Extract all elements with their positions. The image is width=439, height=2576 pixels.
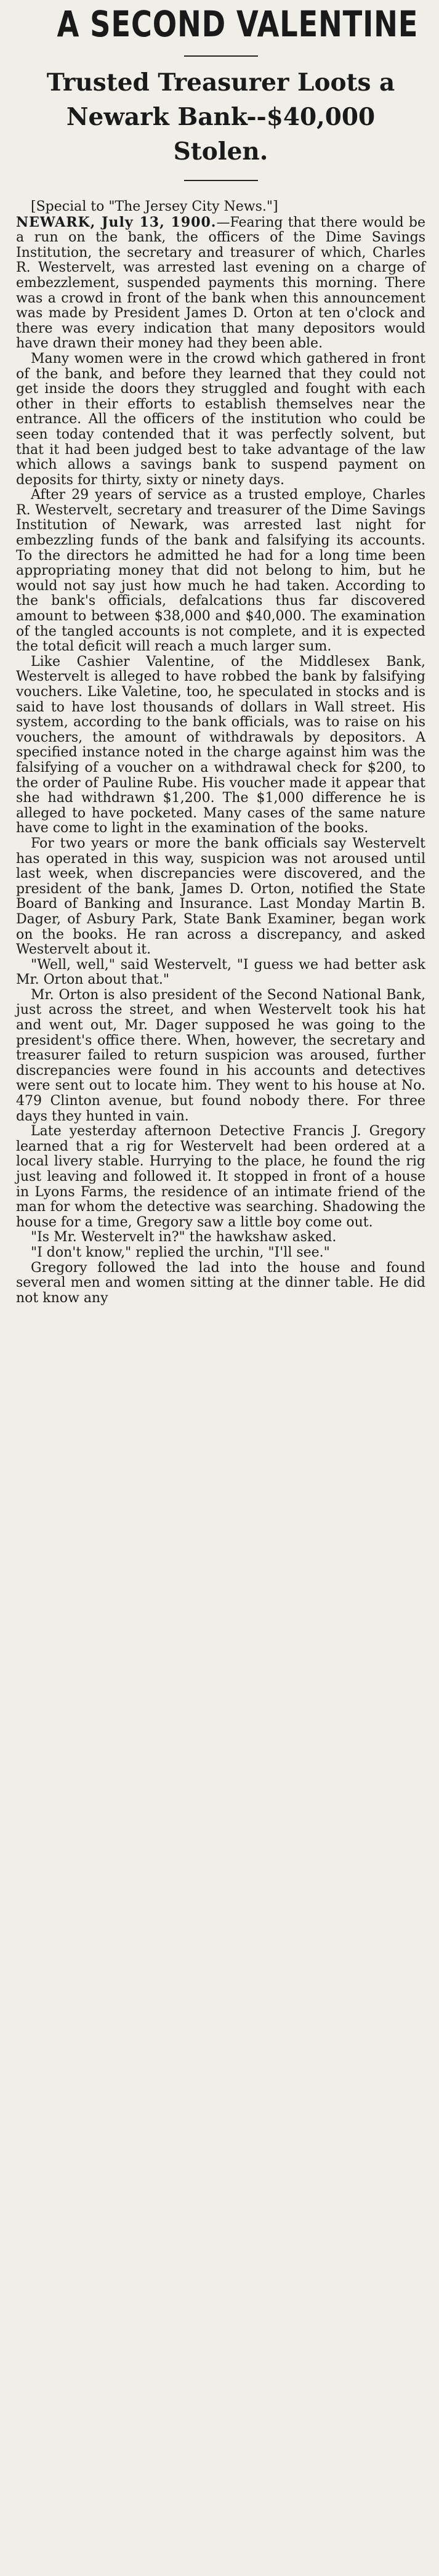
article-paragraph-11: Gregory followed the lad into the house and found several men and women sitting at the dinner table. He did not know any xyxy=(16,1260,425,1306)
subheadline: Trusted Treasurer Loots a Newark Bank--$40,000 Stolen. xyxy=(46,68,395,166)
dateline: NEWARK, July 13, 1900. xyxy=(16,214,217,230)
headline: A SECOND VALENTINE xyxy=(57,3,419,45)
special-correspondent-line: [Special to "The Jersey City News."] xyxy=(31,199,278,214)
article-body xyxy=(16,200,425,1306)
article-paragraph-10: "I don't know," replied the urchin, "I'll see." xyxy=(31,1244,330,1260)
paragraph-text: —Fearing that there would be a run on the bank, the officers of the Dime Savings Institution, the secretary and treasurer of which, Charles R. Westervelt, was arrested last evening on a charge of embezzlement, suspended payments this morning. There was a crowd in front of the bank when this announcement was made by President James D. Orton at ten o'clock and there was every indication that many depositors would have drawn their money had they been able. xyxy=(16,214,425,352)
article-paragraph-9: "Is Mr. Westervelt in?" the hawkshaw asked. xyxy=(31,1229,337,1245)
article-paragraph-2: Many women were in the crowd which gathered in front of the bank, and before they learned that they could not get inside the doors they struggled and fought with each other in their efforts to establish themselves near the entrance. All the officers of the institution who could be seen today contended that it was perfectly solvent, but that it had been judged best to take advantage of the law which allows a savings bank to suspend payment on deposits for thirty, sixty or ninety days. xyxy=(16,350,425,488)
article-paragraph-1 xyxy=(16,200,425,352)
article-paragraph-4: Like Cashier Valentine, of the Middlesex Bank, Westervelt is alleged to have robbed the bank by falsifying vouchers. Like Valetine, too, he speculated in stocks and is said to have lost thousands of dollars in Wall street. His system, according to the bank officials, was to raise on his vouchers, the amount of withdrawals by depositors. A specified instance noted in the charge against him was the falsifying of a voucher on a withdrawal check for $200, to the order of Pauline Rube. His voucher made it appear that she had withdrawn $1,200. The $1,000 difference he is alleged to have pocketed. Many cases of the same nature have come to light in the examination of the books. xyxy=(16,654,425,836)
article-paragraph-5: For two years or more the bank officials say Westervelt has operated in this way, suspicion was not aroused until last week, when discrepancies were discovered, and the president of the bank, James D. Orton, notified the State Board of Banking and Insurance. Last Monday Martin B. Dager, of Asbury Park, State Bank Examiner, began work on the books. He ran across a discrepancy, and asked Westervelt about it. xyxy=(16,835,425,958)
article-paragraph-3: After 29 years of service as a trusted employe, Charles R. Westervelt, secretary and treasurer of the Dime Savings Institution of Newark, was arrested last night for embezzling funds of the bank and falsifying its accounts. To the directors he admitted he had for a long time been appropriating money that did not belong to him, but he would not say just how much he had taken. According to the bank's officials, defalcations thus far discovered amount to between $38,000 and $40,000. The examination of the tangled accounts is not complete, and it is expected the total deficit will reach a much larger sum. xyxy=(16,487,425,655)
article-paragraph-8: Late yesterday afternoon Detective Francis J. Gregory learned that a rig for Westervelt had been ordered at a local livery stable. Hurrying to the place, he found the rig just leaving and followed it. It stopped in front of a house in Lyons Farms, the residence of an intimate friend of the man for whom the detective was searching. Shadowing the house for a time, Gregory saw a little boy come out. xyxy=(16,1124,425,1230)
headline-divider xyxy=(184,55,258,57)
subhead-divider xyxy=(184,180,258,181)
article-paragraph-7: Mr. Orton is also president of the Second National Bank, just across the street, and when Westervelt took his hat and went out, Mr. Dager supposed he was going to the president's office there. When, however, the secretary and treasurer failed to return suspicion was aroused, further discrepancies were found in his accounts and detectives were sent out to locate him. They went to his house at No. 479 Clinton avenue, but found nobody there. For three days they hunted in vain. xyxy=(16,987,425,1124)
article-paragraph-6: "Well, well," said Westervelt, "I guess we had better ask Mr. Orton about that." xyxy=(16,957,425,988)
